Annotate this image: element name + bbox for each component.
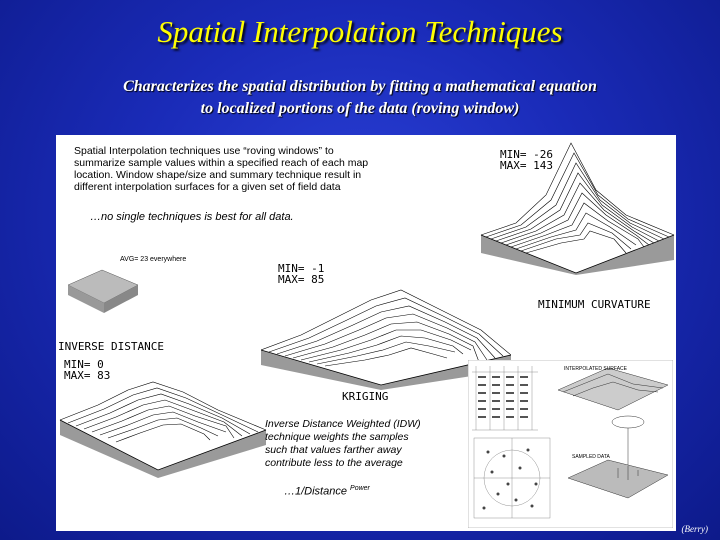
inverse-distance-label: INVERSE DISTANCE — [58, 340, 164, 353]
idw-formula-main: …1/Distance — [284, 485, 347, 498]
slide-title: Spatial Interpolation Techniques — [157, 14, 563, 49]
min-curvature-min: MIN= -26 — [500, 148, 553, 161]
inverse-distance-min: MIN= 0 — [64, 358, 104, 371]
inverse-distance-max: MAX= 83 — [64, 369, 111, 382]
avg-label: AVG= 23 everywhere — [120, 256, 187, 263]
inset-sampled-label: SAMPLED DATA — [572, 454, 610, 460]
description-line: summarize sample values within a specified reach of each map — [74, 157, 369, 169]
idw-line: such that values farther away — [265, 444, 402, 456]
subtitle-line-1: Characterizes the spatial distribution by fitting a mathematical equation — [123, 78, 597, 95]
min-curvature-max: MAX= 143 — [500, 159, 553, 172]
credit: (Berry) — [681, 524, 708, 534]
min-curvature-label: MINIMUM CURVATURE — [538, 298, 651, 311]
inset-interpolated-label: INTERPOLATED SURFACE — [564, 366, 627, 372]
subtitle-line-2: to localized portions of the data (roving window) — [200, 100, 520, 117]
idw-line: technique weights the samples — [265, 431, 409, 443]
note-text: …no single techniques is best for all data. — [90, 211, 294, 223]
idw-formula — [284, 485, 370, 498]
description-text — [74, 145, 368, 193]
description-line: location. Window shape/size and summary technique result in — [74, 169, 362, 181]
idw-description — [265, 418, 421, 470]
idw-line: Inverse Distance Weighted (IDW) — [265, 418, 421, 430]
description-line: Spatial Interpolation techniques use “roving windows” to — [74, 145, 334, 157]
inverse-distance-surface — [58, 370, 268, 480]
kriging-max: MAX= 85 — [278, 273, 325, 286]
kriging-min: MIN= -1 — [278, 262, 325, 275]
idw-line: contribute less to the average — [265, 457, 403, 469]
content-panel — [56, 135, 676, 531]
average-surface-inset — [62, 255, 142, 325]
idw-formula-power: Power — [350, 485, 370, 492]
description-line: different interpolation surfaces for a given set of field data — [74, 181, 341, 193]
idw-inset-diagram — [468, 360, 673, 528]
kriging-label: KRIGING — [342, 390, 389, 403]
